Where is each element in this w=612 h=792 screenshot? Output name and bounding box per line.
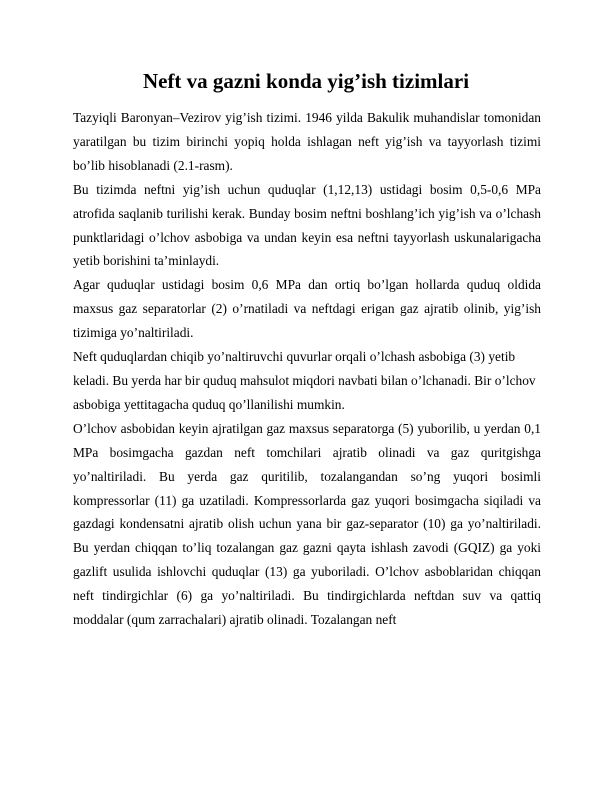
document-body [73, 106, 541, 632]
paragraph-baronyan-vezirov: Tazyiqli Baronyan–Vezirov yig’ish tizimi. 1946 yilda Bakulik muhandislar tomonidan yaratilgan bu tizim birinchi yopiq holda ishlagan neft yig’ish va tayyorlash tizimi bo’lib hisoblanadi (2.1-rasm). [73, 110, 541, 173]
paragraph-gas-processing: O’lchov asbobidan keyin ajratilgan gaz maxsus separatorga (5) yuborilib, u yerdan 0,1 MPa bosimgacha gazdan neft tomchilari ajratib olinadi va gaz quritgishga yo’naltiriladi. Bu yerda gaz quritilib, tozalangandan so’ng yuqori bosimli kompressorlar (11) ga uzatiladi. Kompressorlarda gaz yuqori bosimgacha siqiladi va gazdagi kondensatni ajratib olish uchun yana bir gaz-separator (10) ga yo’naltiriladi. Bu yerdan chiqqan to’liq tozalangan gaz gazni qayta ishlash zavodi (GQIZ) ga yoki gazlift usulida ishlovchi quduqlar (13) ga yuboriladi. O’lchov asboblaridan chiqqan neft tindirgichlar (6) ga yo’naltiriladi. Bu tindirgichlarda neftdan suv va qattiq moddalar (qum zarrachalari) ajratib olinadi. Tozalangan neft [73, 420, 541, 628]
paragraph-pressure-requirement: Bu tizimda neftni yig’ish uchun quduqlar (1,12,13) ustidagi bosim 0,5-0,6 MPa atrofida saqlanib turilishi kerak. Bunday bosim neftni boshlang’ich yig’ish va o’lchash punktlaridagi o’lchov asbobiga va undan keyin esa neftni tayyorlash uskunalarigacha yetib borishini ta’minlaydi. [73, 181, 541, 269]
page-title: Neft va gazni konda yig’ish tizimlari [142, 69, 470, 93]
paragraph-measuring-device: Neft quduqlardan chiqib yo’naltiruvchi quvurlar orqali o’lchash asbobiga (3) yetib keladi. Bu yerda har bir quduq mahsulot miqdori navbati bilan o’lchanadi. Bir o’lchov asbobiga yettitagacha quduq qo’llanilishi mumkin. [73, 349, 536, 412]
paragraph-gas-separators: Agar quduqlar ustidagi bosim 0,6 MPa dan ortiq bo’lgan hollarda quduq oldida maxsus gaz separatorlar (2) o’rnatiladi va neftdagi erigan gaz ajratib olinib, yig’ish tizimiga yo’naltiriladi. [73, 277, 541, 341]
